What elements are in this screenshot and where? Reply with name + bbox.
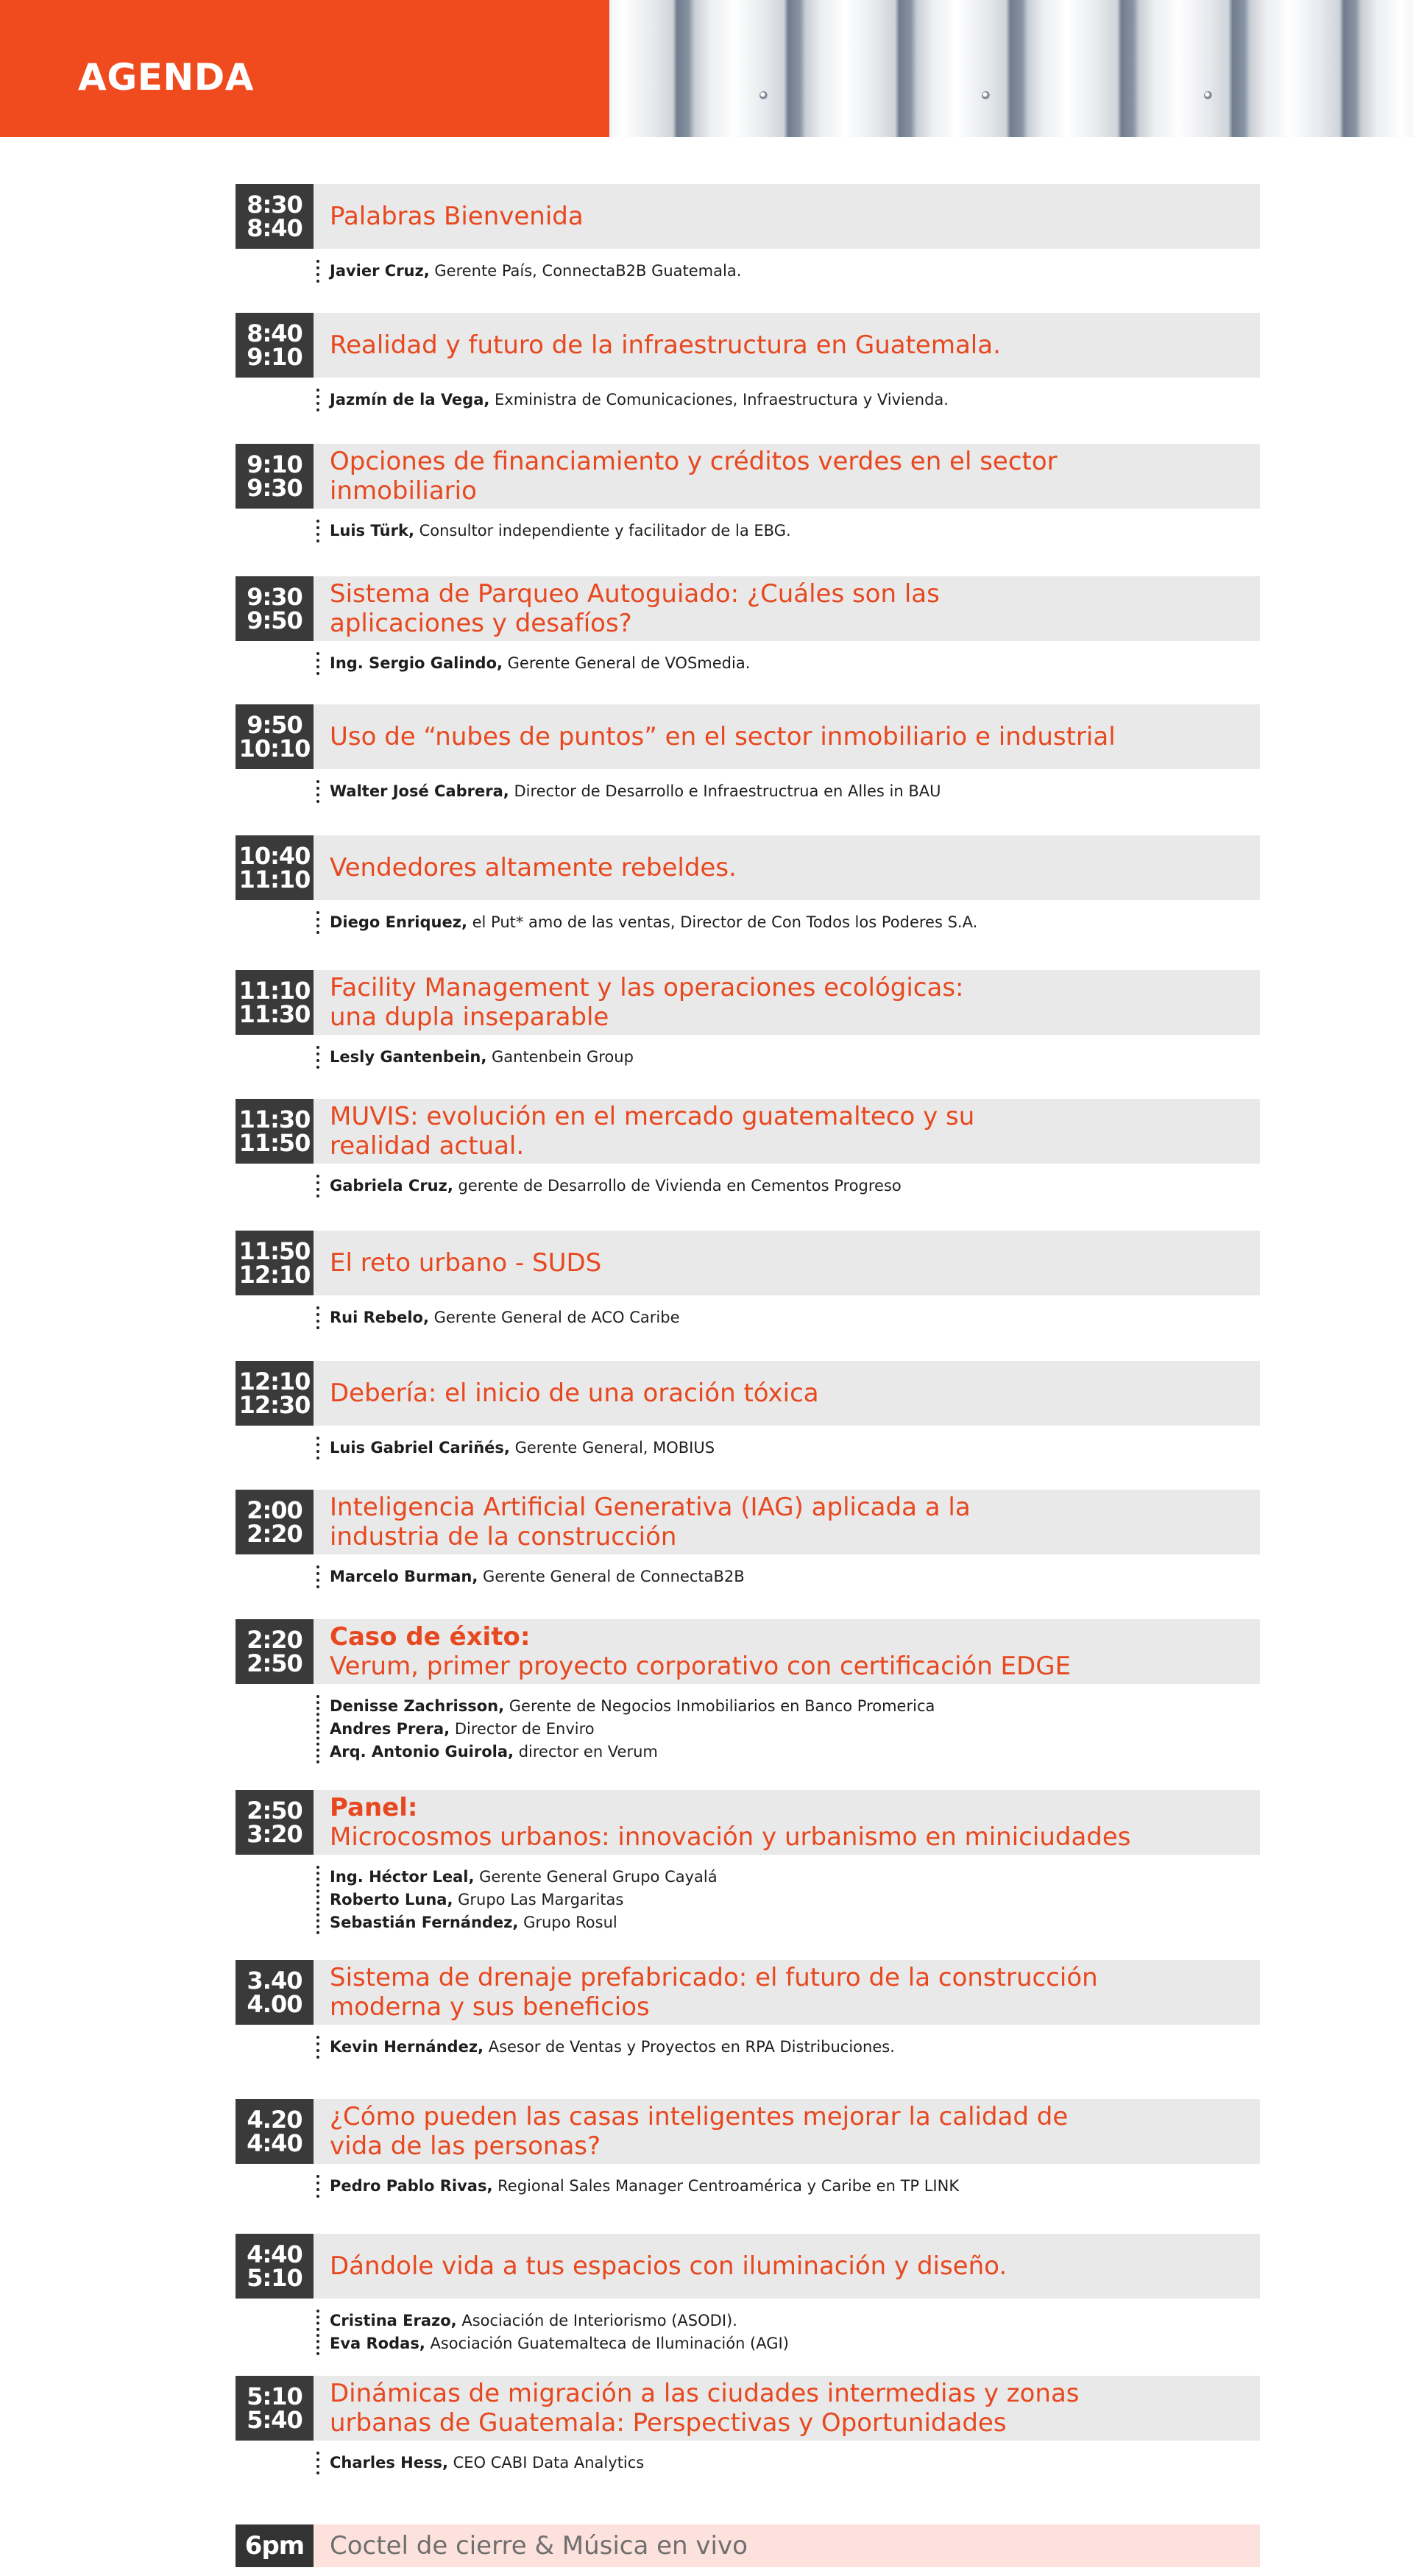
speaker-item	[330, 2452, 644, 2474]
session-title	[314, 184, 1260, 249]
session-label: Caso de éxito:	[330, 1622, 531, 1652]
session-title-line: Debería: el inicio de una oración tóxica	[330, 1379, 819, 1408]
speaker-role: Gerente de Negocios Inmobiliarios en Banco Promerica	[509, 1697, 935, 1715]
speaker-name: Eva Rodas,	[330, 2335, 425, 2352]
session-end-time: 10:10	[238, 735, 311, 762]
session-title-line: Sistema de Parqueo Autoguiado: ¿Cuáles son las	[330, 579, 940, 609]
speaker-name: Denisse Zachrisson,	[330, 1697, 505, 1715]
session-end-time: 12:30	[238, 1391, 311, 1419]
session-time	[236, 1361, 314, 1426]
session-title-line: Microcosmos urbanos: innovación y urbanismo en miniciudades	[330, 1822, 1131, 1852]
session-time	[236, 970, 314, 1035]
speaker-name: Javier Cruz,	[330, 262, 430, 280]
session-title	[314, 313, 1260, 378]
session-start-time: 5:10	[247, 2382, 302, 2410]
speaker-item	[330, 2310, 789, 2332]
session-start-time: 8:30	[247, 191, 302, 219]
page-title: AGENDA	[78, 56, 254, 99]
speaker-role: Asociación Guatemalteca de Iluminación (AGI)	[430, 2335, 789, 2352]
session-title-line: Palabras Bienvenida	[330, 202, 584, 231]
session-start-time: 8:40	[247, 319, 302, 347]
session-title	[314, 1619, 1260, 1684]
session-time	[236, 2234, 314, 2299]
session-time	[236, 576, 314, 641]
session-title-line: inmobiliario	[330, 476, 477, 506]
session-time	[236, 1231, 314, 1295]
session-label: Panel:	[330, 1793, 418, 1822]
speaker-item	[330, 911, 977, 934]
speaker-role: Exministra de Comunicaciones, Infraestructura y Vivienda.	[495, 391, 949, 408]
session-title	[314, 1490, 1260, 1554]
session-end-time: 11:30	[238, 1000, 311, 1028]
speaker-role: Gerente General de ConnectaB2B	[483, 1568, 745, 1585]
session-end-time: 4.00	[247, 1990, 302, 2018]
session-title-line: industria de la construcción	[330, 1522, 677, 1551]
speaker-role: gerente de Desarrollo de Vivienda en Cementos Progreso	[458, 1177, 902, 1195]
speaker-list	[316, 1175, 902, 1197]
speaker-list	[316, 1695, 935, 1763]
speaker-name: Marcelo Burman,	[330, 1568, 478, 1585]
session-title-line: Vendedores altamente rebeldes.	[330, 853, 737, 882]
session-end-time: 11:50	[238, 1129, 311, 1157]
speaker-list	[316, 520, 791, 542]
speaker-name: Ing. Héctor Leal,	[330, 1868, 475, 1886]
speaker-item	[330, 2175, 959, 2198]
speaker-item	[330, 652, 750, 675]
session-title	[314, 704, 1260, 769]
session-end-time: 2:50	[247, 1649, 302, 1677]
session-time	[236, 1490, 314, 1554]
session-start-time: 3.40	[247, 1967, 302, 1995]
session-time	[236, 313, 314, 378]
session-end-time: 9:30	[247, 474, 302, 502]
session-end-time: 2:20	[247, 1520, 302, 1548]
session-start-time: 4.20	[247, 2106, 302, 2134]
speaker-name: Pedro Pablo Rivas,	[330, 2177, 493, 2195]
speaker-list	[316, 1306, 680, 1329]
speaker-item	[330, 2332, 789, 2355]
speaker-name: Andres Prera,	[330, 1720, 450, 1738]
session-time	[236, 1099, 314, 1164]
speaker-list	[316, 2310, 789, 2355]
speaker-name: Diego Enriquez,	[330, 913, 467, 931]
session-time	[236, 2099, 314, 2164]
speaker-item	[330, 1306, 680, 1329]
session-time	[236, 444, 314, 509]
speaker-role: Gerente General Grupo Cayalá	[479, 1868, 718, 1886]
speaker-role: Consultor independiente y facilitador de la EBG.	[419, 522, 791, 539]
speaker-list	[316, 389, 949, 411]
speaker-role: Director de Desarrollo e Infraestructrua en Alles in BAU	[514, 782, 941, 800]
speaker-role: Director de Enviro	[454, 1720, 595, 1738]
speaker-item	[330, 1741, 935, 1763]
session-end-time: 11:10	[238, 866, 311, 894]
speaker-name: Gabriela Cruz,	[330, 1177, 453, 1195]
speaker-role: Asesor de Ventas y Proyectos en RPA Distribuciones.	[488, 2038, 895, 2056]
session-time	[236, 1790, 314, 1855]
speaker-item	[330, 1866, 718, 1889]
session-title-line: Uso de “nubes de puntos” en el sector inmobiliario e industrial	[330, 722, 1116, 751]
speaker-item	[330, 1889, 718, 1911]
speaker-list	[316, 2175, 959, 2198]
session-time	[236, 184, 314, 249]
speaker-role: Gerente General de ACO Caribe	[433, 1309, 680, 1326]
speaker-name: Lesly Gantenbein,	[330, 1048, 487, 1066]
session-title-line: Inteligencia Artificial Generativa (IAG) aplicada a la	[330, 1493, 971, 1522]
speaker-role: Gerente País, ConnectaB2B Guatemala.	[434, 262, 742, 280]
speaker-item	[330, 2036, 895, 2059]
session-end-time: 8:40	[247, 214, 302, 242]
speaker-item	[330, 1911, 718, 1934]
session-start-time: 11:50	[238, 1237, 311, 1265]
session-title-line: El reto urbano - SUDS	[330, 1248, 602, 1278]
speaker-role: Gantenbein Group	[492, 1048, 634, 1066]
session-title	[314, 444, 1260, 509]
speaker-role: director en Verum	[518, 1743, 658, 1761]
speaker-role: CEO CABI Data Analytics	[453, 2454, 645, 2471]
session-end-time: 9:50	[247, 606, 302, 634]
session-start-time: 2:50	[247, 1797, 302, 1825]
speaker-item	[330, 1437, 715, 1459]
session-title	[314, 2099, 1260, 2164]
session-title-line: una dupla inseparable	[330, 1002, 609, 1032]
session-title-line: aplicaciones y desafíos?	[330, 609, 632, 638]
speaker-name: Kevin Hernández,	[330, 2038, 484, 2056]
speaker-role: el Put* amo de las ventas, Director de Con Todos los Poderes S.A.	[472, 913, 978, 931]
speaker-item	[330, 1565, 745, 1588]
session-end-time: 12:10	[238, 1261, 311, 1289]
session-start-time: 4:40	[247, 2240, 302, 2268]
session-end-time: 3:20	[247, 1820, 302, 1848]
session-start-time: 9:50	[247, 711, 302, 739]
speaker-name: Luis Türk,	[330, 522, 414, 539]
session-title-line: Facility Management y las operaciones ecológicas:	[330, 973, 964, 1002]
speaker-list	[316, 1437, 715, 1459]
session-start-time: 12:10	[238, 1367, 311, 1395]
speaker-item	[330, 520, 791, 542]
session-title	[314, 2234, 1260, 2299]
session-title	[314, 576, 1260, 641]
session-title	[314, 1960, 1260, 2025]
session-title-line: Dinámicas de migración a las ciudades intermedias y zonas	[330, 2379, 1080, 2408]
speaker-item	[330, 780, 941, 803]
speaker-list	[316, 652, 750, 675]
speaker-item	[330, 1046, 634, 1069]
speaker-role: Asociación de Interiorismo (ASODI).	[461, 2312, 737, 2329]
speaker-list	[316, 911, 977, 934]
speaker-list	[316, 780, 941, 803]
session-title-line: realidad actual.	[330, 1131, 525, 1161]
session-title	[314, 1790, 1260, 1855]
session-time	[236, 835, 314, 900]
speaker-role: Grupo Rosul	[523, 1914, 617, 1931]
session-time	[236, 704, 314, 769]
session-start-time: 9:10	[247, 450, 302, 478]
session-title	[314, 1231, 1260, 1295]
speaker-name: Cristina Erazo,	[330, 2312, 457, 2329]
speaker-role: Gerente General, MOBIUS	[514, 1439, 715, 1457]
speaker-name: Arq. Antonio Guirola,	[330, 1743, 514, 1761]
session-time	[236, 2376, 314, 2441]
session-start-time: 2:20	[247, 1626, 302, 1654]
session-start-time: 2:00	[247, 1496, 302, 1524]
speaker-item	[330, 1175, 902, 1197]
session-start-time: 11:30	[238, 1105, 311, 1133]
session-title-line: Opciones de financiamiento y créditos verdes en el sector	[330, 447, 1058, 476]
session-title	[314, 2376, 1260, 2441]
speaker-item	[330, 389, 949, 411]
closing-title-text: Coctel de cierre & Música en vivo	[330, 2531, 748, 2561]
session-start-time: 9:30	[247, 583, 302, 611]
speaker-name: Walter José Cabrera,	[330, 782, 509, 800]
speaker-role: Gerente General de VOSmedia.	[507, 654, 751, 672]
closing-time: 6pm	[236, 2524, 314, 2567]
speaker-item	[330, 1695, 935, 1718]
closing-title	[314, 2524, 1260, 2567]
session-title	[314, 1099, 1260, 1164]
speaker-name: Ing. Sergio Galindo,	[330, 654, 503, 672]
session-start-time: 10:40	[238, 842, 311, 870]
speaker-role: Grupo Las Margaritas	[458, 1891, 624, 1908]
session-title-line: ¿Cómo pueden las casas inteligentes mejorar la calidad de	[330, 2102, 1069, 2131]
session-title-line: Sistema de drenaje prefabricado: el futuro de la construcción	[330, 1963, 1098, 1992]
speaker-name: Luis Gabriel Cariñés,	[330, 1439, 510, 1457]
session-end-time: 5:40	[247, 2406, 302, 2434]
speaker-list	[316, 2452, 644, 2474]
session-end-time: 5:10	[247, 2264, 302, 2292]
session-time	[236, 1619, 314, 1684]
speaker-name: Roberto Luna,	[330, 1891, 453, 1908]
speaker-name: Rui Rebelo,	[330, 1309, 429, 1326]
session-end-time: 4:40	[247, 2129, 302, 2157]
session-start-time: 11:10	[238, 977, 311, 1005]
session-title	[314, 1361, 1260, 1426]
session-title-line: vida de las personas?	[330, 2131, 601, 2161]
speaker-list	[316, 1565, 745, 1588]
speaker-name: Charles Hess,	[330, 2454, 448, 2471]
session-title-line: MUVIS: evolución en el mercado guatemalteco y su	[330, 1102, 975, 1131]
speaker-list	[316, 1866, 718, 1934]
speaker-item	[330, 1718, 935, 1741]
speaker-list	[316, 260, 741, 283]
session-end-time: 9:10	[247, 343, 302, 371]
session-title-line: Realidad y futuro de la infraestructura en Guatemala.	[330, 330, 1001, 360]
session-title-line: Dándole vida a tus espacios con iluminación y diseño.	[330, 2251, 1007, 2281]
session-time	[236, 1960, 314, 2025]
session-title	[314, 970, 1260, 1035]
speaker-name: Sebastián Fernández,	[330, 1914, 519, 1931]
speaker-name: Jazmín de la Vega,	[330, 391, 490, 408]
session-title-line: Verum, primer proyecto corporativo con certificación EDGE	[330, 1652, 1072, 1681]
session-title-line: urbanas de Guatemala: Perspectivas y Oportunidades	[330, 2408, 1007, 2438]
session-title	[314, 835, 1260, 900]
speaker-item	[330, 260, 741, 283]
session-title-line: moderna y sus beneficios	[330, 1992, 650, 2022]
speaker-list	[316, 1046, 634, 1069]
speaker-role: Regional Sales Manager Centroamérica y Caribe en TP LINK	[497, 2177, 960, 2195]
speaker-list	[316, 2036, 895, 2059]
